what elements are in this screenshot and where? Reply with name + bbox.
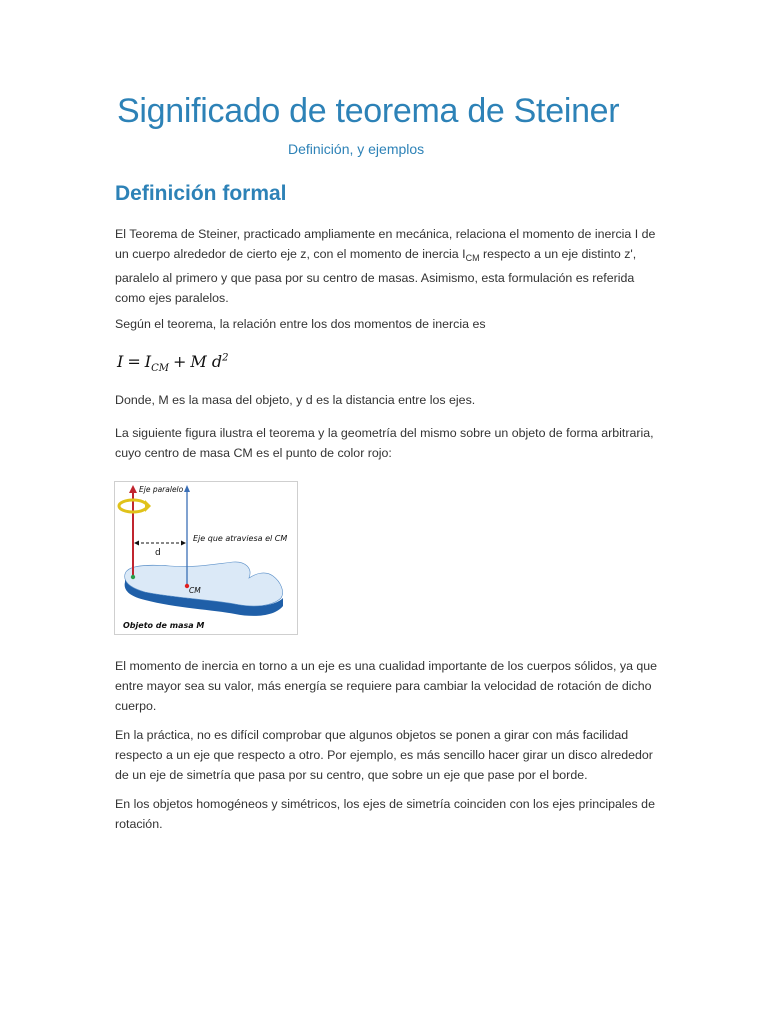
steiner-formula [117,352,228,374]
parallel-axis-arrowhead [129,485,137,493]
paragraph-symmetry: En los objetos homogéneos y simétricos, los ejes de simetría coinciden con los ejes principales de rotación. [115,797,655,831]
paragraph-moment-importance: El momento de inercia en torno a un eje es una cualidad importante de los cuerpos sólidos, ya que entre mayor sea su valor, más energía se requiere para cambiar la velocidad de rotación de dicho cuerpo. [115,659,658,713]
paragraph-intro-part2: respecto a un eje distinto z', paralelo al primero y que pasa por su centro de masas. Asimismo, esta formulación es referida como ejes paralelos. [115,247,637,305]
formula-icm-sub: CM [151,363,169,375]
formula-exponent: 2 [222,352,229,364]
parallel-axis-base-point [131,575,135,579]
paragraph-where: Donde, M es la masa del objeto, y d es la distancia entre los ejes. [115,393,476,407]
label-parallel-axis: Eje paralelo [139,485,184,494]
cm-axis-arrowhead [184,485,190,492]
paragraph-practice: En la práctica, no es difícil comprobar que algunos objetos se ponen a girar con más facilidad respecto a un eje que respecto a otro. Por ejemplo, es más sencillo hacer girar un disco alrededor de un eje de simetría que pasa por su centro, que sobre un eje que pase por el borde. [115,728,653,782]
rotation-arrowhead-icon [145,500,151,512]
formula-term: M d [190,352,223,371]
page-title: Significado de teorema de Steiner [117,92,620,130]
formula-equals: = [127,352,141,371]
formula-plus: + [172,352,187,371]
formula-icm [144,352,169,375]
steiner-figure [114,481,298,635]
distance-arrowhead-left [134,541,139,546]
label-cm: CM [189,586,201,595]
paragraph-intro-part1: El Teorema de Steiner, practicado ampliamente en mecánica, relaciona el momento de inercia I de un cuerpo alrededor de cierto eje z, con el momento de inercia I [115,227,656,261]
paragraph-intro-subscript: CM [465,253,480,263]
paragraph-figure-intro: La siguiente figura ilustra el teorema y la geometría del mismo sobre un objeto de forma arbitraria, cuyo centro de masa CM es el punto de color rojo: [115,426,654,460]
label-d: d [155,548,161,558]
steiner-figure-svg [115,482,297,634]
distance-arrowhead-right [181,541,186,546]
formula-icm-base: I [144,352,152,371]
page-subtitle: Definición, y ejemplos [288,141,425,157]
section-heading: Definición formal [115,182,287,205]
label-object: Objeto de masa M [123,621,205,630]
formula-lhs: I [117,352,124,371]
paragraph-relation: Según el teorema, la relación entre los dos momentos de inercia es [115,317,486,331]
paragraph-intro [115,224,663,308]
label-cm-axis: Eje que atraviesa el CM [193,534,288,543]
